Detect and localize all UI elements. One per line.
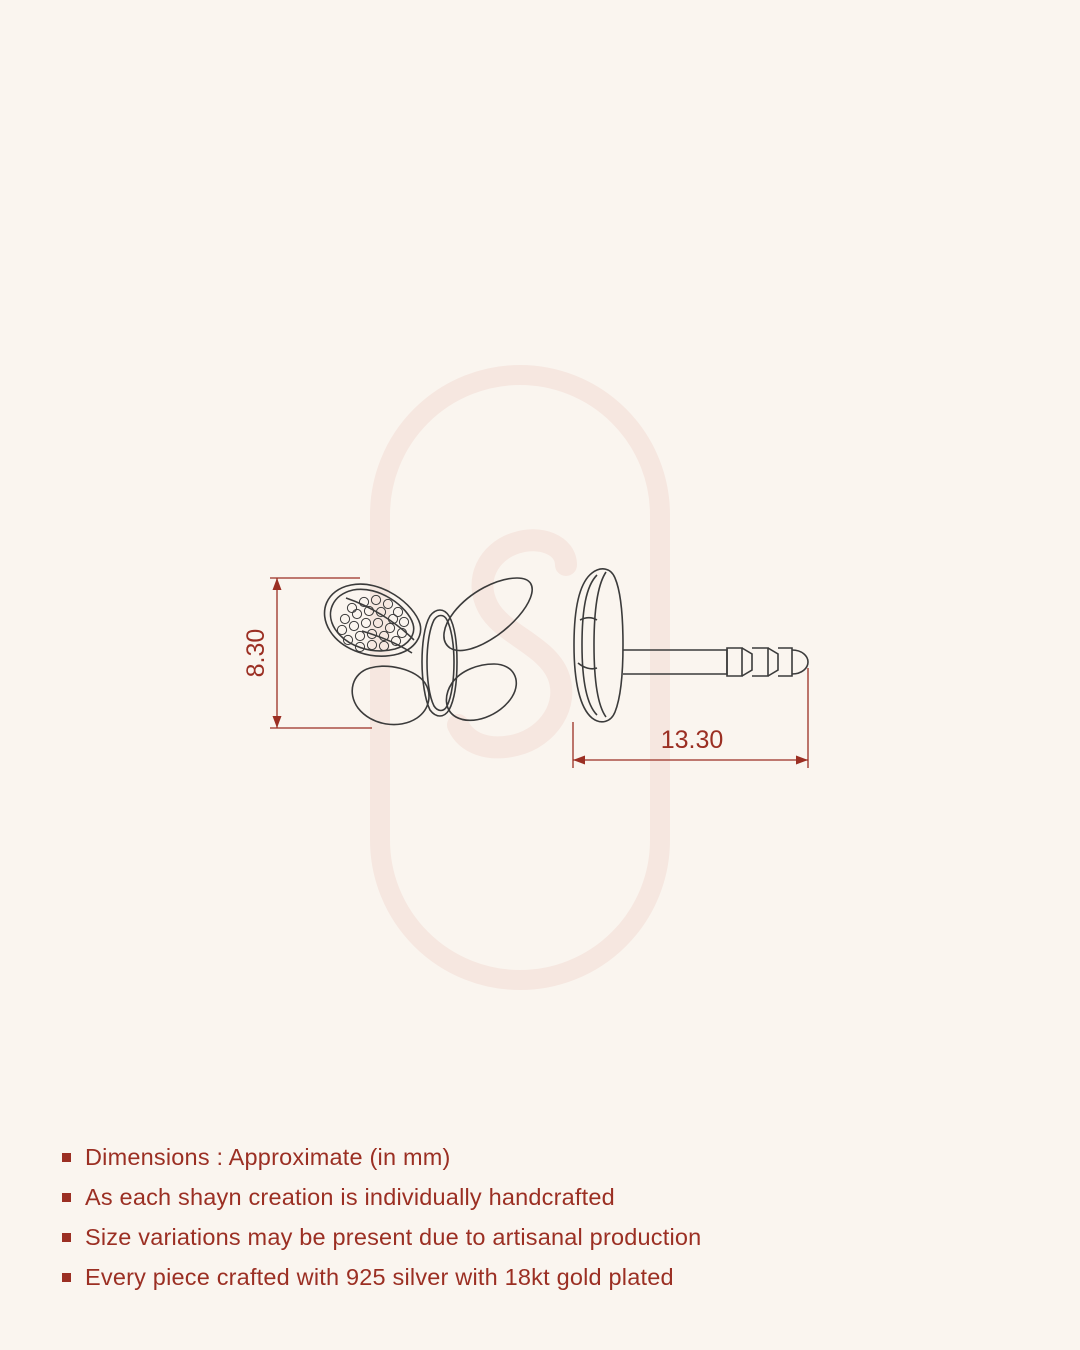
bullet-icon <box>62 1193 71 1202</box>
note-text: Size variations may be present due to artisanal production <box>85 1224 702 1250</box>
dimension-length-label: 13.30 <box>660 726 724 754</box>
note-text: As each shayn creation is individually handcrafted <box>85 1184 615 1210</box>
bullet-icon <box>62 1153 71 1162</box>
notes-list <box>62 1142 1002 1302</box>
list-item <box>62 1182 1002 1212</box>
bullet-icon <box>62 1233 71 1242</box>
earring-side-view <box>574 569 808 722</box>
note-text: Dimensions : Approximate (in mm) <box>85 1144 451 1170</box>
list-item <box>62 1262 1002 1292</box>
note-text: Every piece crafted with 925 silver with 18kt gold plated <box>85 1264 674 1290</box>
bullet-icon <box>62 1273 71 1282</box>
list-item <box>62 1142 1002 1172</box>
list-item <box>62 1222 1002 1252</box>
dimension-height-label: 8.30 <box>242 628 270 678</box>
butterfly-front-view <box>325 578 533 725</box>
